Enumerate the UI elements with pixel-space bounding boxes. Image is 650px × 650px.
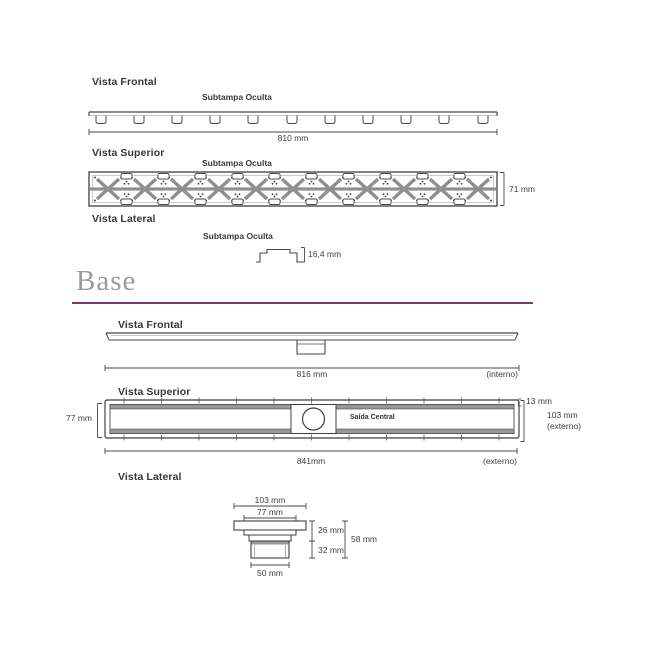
subtampa-superior-part-label: Subtampa Oculta	[202, 158, 272, 168]
base-superior-title: Vista Superior	[118, 386, 191, 398]
base-frontal-profile-drawing	[104, 329, 520, 359]
base-lateral-upper-height-dimension: 26 mm	[318, 525, 344, 535]
subtampa-thickness-dimension-bracket	[300, 246, 307, 264]
base-superior-flange-dimension: 13 mm	[526, 396, 552, 406]
subtampa-lateral-profile-drawing	[255, 246, 303, 264]
subtampa-height-dimension-bracket	[499, 171, 507, 207]
base-frontal-length-dimension: 816 mm	[296, 369, 328, 379]
base-section-heading: Base	[76, 265, 137, 297]
base-superior-outer-width-note: (externo)	[547, 421, 582, 431]
subtampa-superior-title: Vista Superior	[92, 147, 165, 159]
base-frontal-title: Vista Frontal	[118, 319, 183, 331]
subtampa-height-dimension: 71 mm	[509, 184, 535, 194]
base-lateral-lower-height-dimension: 32 mm	[318, 545, 344, 555]
subtampa-length-dimension: 810 mm	[277, 133, 309, 143]
subtampa-lateral-title: Vista Lateral	[92, 213, 156, 225]
base-superior-length-dimension-line	[104, 446, 519, 456]
base-superior-plan-drawing	[103, 397, 527, 443]
base-superior-inner-width-bracket	[94, 402, 103, 439]
subtampa-frontal-title: Vista Frontal	[92, 76, 157, 88]
subtampa-thickness-dimension: 16,4 mm	[308, 249, 342, 259]
base-superior-outlet-label: Saída Central	[350, 414, 395, 421]
base-lateral-total-height-dimension: 58 mm	[351, 534, 377, 544]
base-superior-length-note: (externo)	[482, 456, 517, 466]
base-lateral-title: Vista Lateral	[118, 471, 182, 483]
base-superior-inner-width-dimension: 77 mm	[66, 413, 92, 423]
base-frontal-length-note: (interno)	[486, 369, 518, 379]
base-section-divider	[72, 302, 533, 304]
base-superior-length-dimension: 841mm	[296, 456, 326, 466]
base-lateral-inner-width-dimension: 77 mm	[257, 507, 283, 517]
subtampa-frontal-part-label: Subtampa Oculta	[202, 92, 272, 102]
base-superior-outer-width-dimension: 103 mm	[547, 410, 578, 420]
subtampa-lateral-part-label: Subtampa Oculta	[203, 231, 273, 241]
base-superior-outer-width-bracket	[518, 398, 526, 444]
subtampa-grate-drawing	[88, 171, 498, 207]
base-lateral-outlet-width-dimension: 50 mm	[257, 568, 283, 578]
base-lateral-outer-width-dimension: 103 mm	[254, 495, 286, 505]
